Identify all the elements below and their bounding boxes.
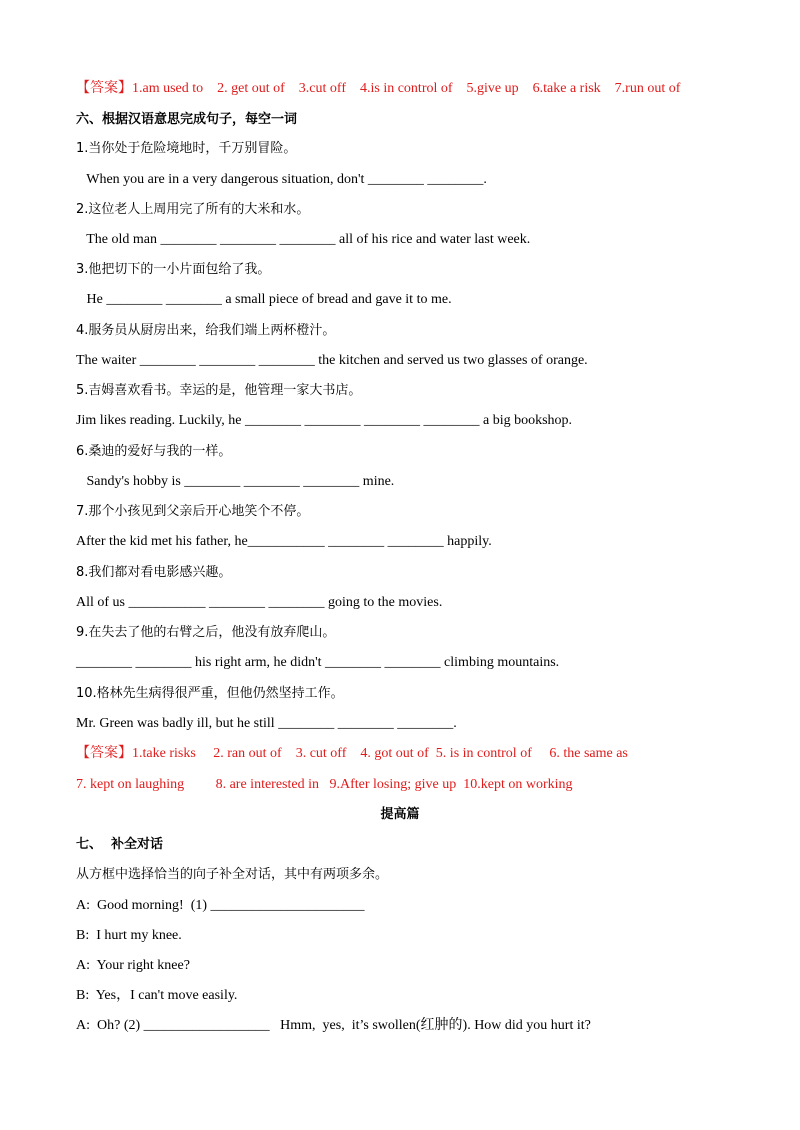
dialogue-line-5: A: Oh? (2) __________________ Hmm, yes, it’s swollen(红肿的). How did you hurt it? bbox=[76, 1018, 591, 1033]
section-7-heading: 七、 补全对话 bbox=[76, 837, 164, 852]
section-6-answer-line-1: 【答案】1.take risks 2. ran out of 3. cut off 4. got out of 5. is in control of 6. the same as bbox=[76, 746, 628, 761]
question-2-chinese: 2.这位老人上周用完了所有的大米和水。 bbox=[76, 202, 310, 217]
dialogue-line-2: B: I hurt my knee. bbox=[76, 928, 182, 943]
question-10-chinese: 10.格林先生病得很严重，但他仍然坚持工作。 bbox=[76, 686, 344, 701]
question-3-english: He ________ ________ a small piece of bread and gave it to me. bbox=[76, 292, 452, 307]
section-7-instruction: 从方框中选择恰当的向子补全对话，其中有两项多余。 bbox=[76, 867, 389, 882]
dialogue-line-1: A: Good morning! (1) ______________________ bbox=[76, 898, 365, 913]
question-9-english: ________ ________ his right arm, he didn't ________ ________ climbing mountains. bbox=[76, 655, 560, 670]
question-6-english: Sandy's hobby is ________ ________ ________ mine. bbox=[76, 474, 395, 489]
dialogue-line-4: B: Yes，I can't move easily. bbox=[76, 988, 238, 1003]
question-7-english: After the kid met his father, he___________ ________ ________ happily. bbox=[76, 534, 492, 549]
question-1-chinese: 1.当你处于危险境地时，千万别冒险。 bbox=[76, 141, 297, 156]
question-9-chinese: 9.在失去了他的右臂之后，他没有放弃爬山。 bbox=[76, 625, 336, 640]
question-5-chinese: 5.吉姆喜欢看书。幸运的是，他管理一家大书店。 bbox=[76, 383, 362, 398]
dialogue-line-3: A: Your right knee? bbox=[76, 958, 190, 973]
question-8-chinese: 8.我们都对看电影感兴趣。 bbox=[76, 565, 232, 580]
question-4-english: The waiter ________ ________ ________ the kitchen and served us two glasses of orange. bbox=[76, 353, 588, 368]
section-6-heading: 六、根据汉语意思完成句子，每空一词 bbox=[76, 112, 298, 127]
question-6-chinese: 6.桑迪的爱好与我的一样。 bbox=[76, 444, 232, 459]
part-title: 提高篇 bbox=[380, 807, 420, 822]
question-2-english: The old man ________ ________ ________ all of his rice and water last week. bbox=[76, 232, 531, 247]
previous-answer-key: 【答案】1.am used to 2. get out of 3.cut off 4.is in control of 5.give up 6.take a risk 7.run out of bbox=[76, 81, 681, 96]
question-10-english: Mr. Green was badly ill, but he still ________ ________ ________. bbox=[76, 716, 457, 731]
question-5-english: Jim likes reading. Luckily, he ________ ________ ________ ________ a big bookshop. bbox=[76, 413, 573, 428]
question-3-chinese: 3.他把切下的一小片面包给了我。 bbox=[76, 262, 271, 277]
question-1-english: When you are in a very dangerous situation, don't ________ ________. bbox=[76, 172, 487, 187]
question-4-chinese: 4.服务员从厨房出来，给我们端上两杯橙汁。 bbox=[76, 323, 336, 338]
question-7-chinese: 7.那个小孩见到父亲后开心地笑个不停。 bbox=[76, 504, 310, 519]
section-6-answer-line-2: 7. kept on laughing 8. are interested in 9.After losing; give up 10.kept on working bbox=[76, 777, 573, 792]
question-8-english: All of us ___________ ________ ________ going to the movies. bbox=[76, 595, 443, 610]
